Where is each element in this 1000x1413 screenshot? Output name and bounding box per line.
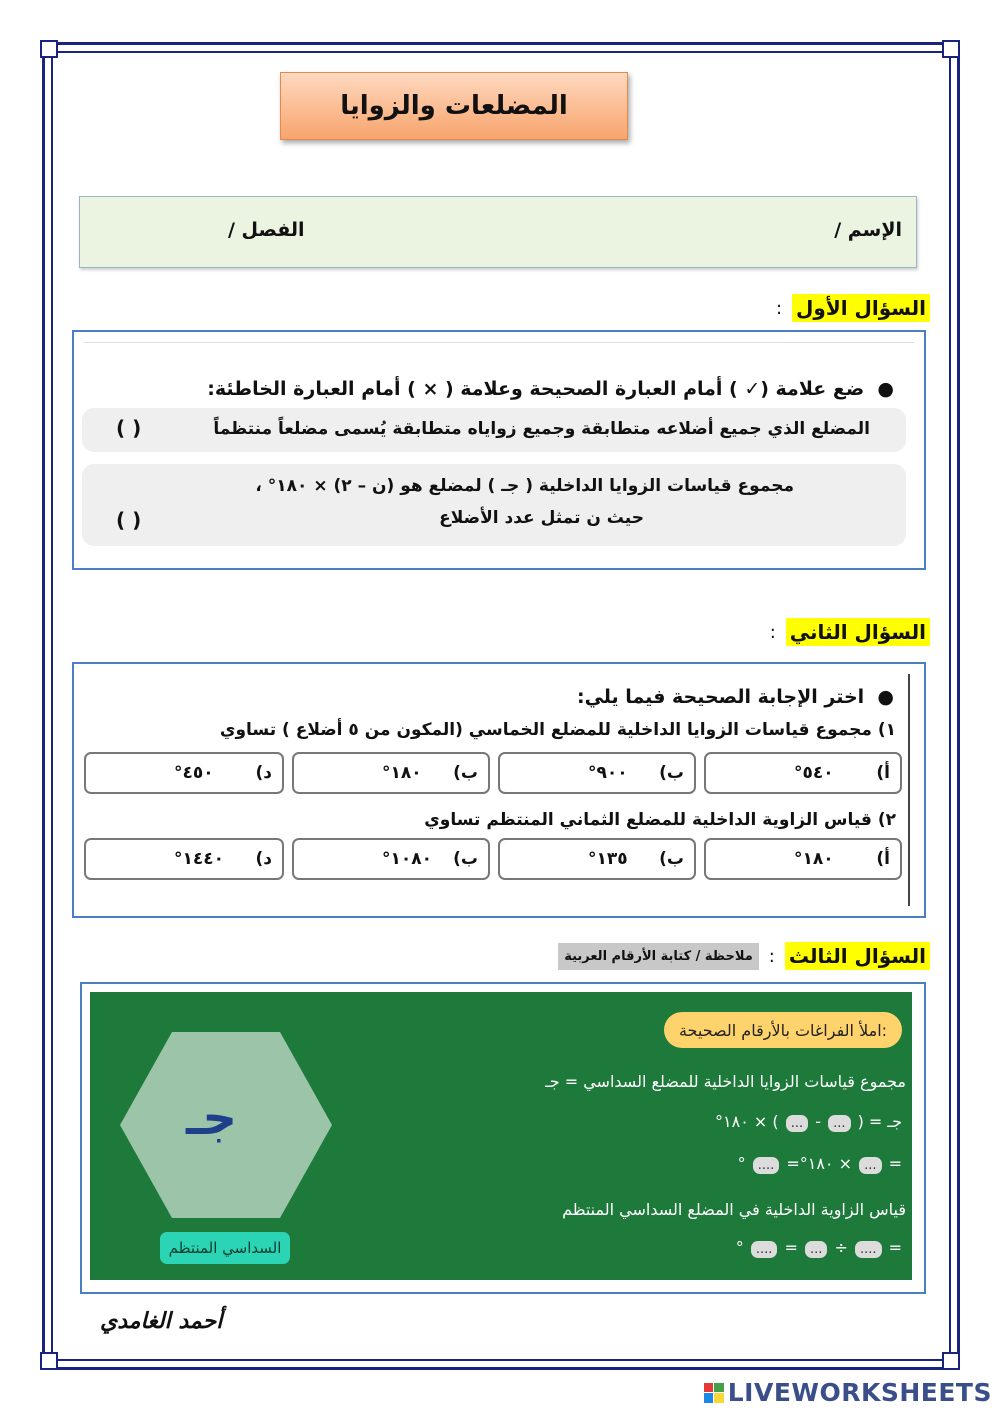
corner-ornament [942,1352,960,1370]
choice-letter: د) [255,763,272,783]
corner-ornament [40,1352,58,1370]
question-2-title: السؤال الثاني [786,618,930,646]
fill-slot[interactable]: .... [751,1241,778,1258]
question-3-colon: : [768,945,775,967]
watermark [704,1378,992,1407]
fill-slot[interactable]: ... [805,1241,827,1258]
answer-blank[interactable]: ( ) [116,508,142,532]
question-3-note: ملاحظة / كتابة الأرقام العربية [558,943,759,970]
fill-slot[interactable]: .... [753,1157,780,1174]
statement-text: مجموع قياسات الزوايا الداخلية ( جـ ) لمضلع هو (ن – ٢) × ١٨٠° ، [255,476,794,496]
choice-value: ٤٥٠° [174,763,214,783]
question-2-instruction [577,686,894,708]
board-line-5 [736,1238,902,1258]
question-1-heading [776,292,930,324]
equation-text: ° [737,1154,746,1173]
choice-letter: أ) [876,849,890,869]
mcq-question-1: ١) مجموع قياسات الزوايا الداخلية للمضلع الخماسي (المكون من ٥ أضلاع ) تساوي [219,720,896,740]
choice-value: ٩٠٠° [588,763,628,783]
choice-value: ١٤٤٠° [174,849,225,869]
equation-text: = [888,1238,902,1257]
fill-slot[interactable]: .... [855,1241,882,1258]
divider [908,674,910,906]
equation-text: × ١٨٠°= [786,1154,852,1173]
equation-text: ÷ [834,1238,848,1257]
choice-c[interactable] [292,752,490,794]
board-line-2 [715,1112,902,1132]
liveworksheets-logo-icon [704,1383,724,1403]
choice-value: ١٨٠° [382,763,422,783]
choice-value: ١٣٥° [588,849,628,869]
choice-value: ١٠٨٠° [382,849,433,869]
choice-letter: ب) [453,763,478,783]
instruction-text: اختر الإجابة الصحيحة فيما يلي: [576,686,865,708]
watermark-text: LIVEWORKSHEETS [727,1378,992,1407]
question-3-title: السؤال الثالث [785,942,930,970]
choice-a[interactable] [704,838,902,880]
equation-text: = [784,1238,798,1257]
bullet: ● [864,686,894,708]
student-info-box [79,196,917,268]
choice-b[interactable] [498,752,696,794]
choice-letter: ب) [659,763,684,783]
instruction-text: ضع علامة (✓ ) أمام العبارة الصحيحة وعلامة ( × ) أمام العبارة الخاطئة: [207,378,865,400]
choice-value: ١٨٠° [794,849,834,869]
mcq-question-2: ٢) قياس الزاوية الداخلية للمضلع الثماني المنتظم تساوي [424,810,896,830]
question-1-colon: : [775,297,783,319]
answer-blank[interactable]: ( ) [116,416,142,440]
worksheet-title [280,72,628,140]
divider [84,342,914,343]
fill-slot[interactable]: ... [859,1157,881,1174]
choice-c[interactable] [292,838,490,880]
board-instruction-pill: املأ الفراغات بالأرقام الصحيحة: [664,1012,902,1048]
choice-letter: ب) [453,849,478,869]
fill-slot[interactable]: ... [786,1115,808,1132]
hexagon-letter: جـ [186,1090,237,1146]
question-1-title: السؤال الأول [792,294,930,322]
statement-text: المضلع الذي جميع أضلاعه متطابقة وجميع زواياه متطابقة يُسمى مضلعاً منتظماً [213,419,870,439]
choice-a[interactable] [704,752,902,794]
equation-text: جـ = ( [857,1112,902,1131]
choice-d[interactable] [84,838,284,880]
fill-slot[interactable]: ... [828,1115,850,1132]
equation-text: ° [735,1238,744,1257]
question-3-heading [558,940,930,972]
board-line-3 [738,1154,902,1174]
name-label: الإسم / [834,219,902,241]
choice-value: ٥٤٠° [794,763,834,783]
choice-d[interactable] [84,752,284,794]
worksheet-title-text: المضلعات والزوايا [340,91,568,121]
question-1-box [72,330,926,570]
equation-text: = [888,1154,902,1173]
choice-letter: ب) [659,849,684,869]
equation-text: - [815,1112,821,1131]
author-signature: أحمد الغامدي [100,1308,223,1334]
question-1-instruction [207,378,894,400]
choice-letter: أ) [876,763,890,783]
choice-letter: د) [255,849,272,869]
corner-ornament [942,40,960,58]
board-line-1: مجموع قياسات الزوايا الداخلية للمضلع السداسي = جـ [545,1072,906,1091]
equation-text: ) × ١٨٠° [715,1112,779,1131]
class-label: الفصل / [228,219,305,241]
bullet: ● [864,378,894,400]
statement-row [82,464,906,546]
question-2-heading [770,616,930,648]
hexagon-label: السداسي المنتظم [160,1232,290,1264]
chalkboard [90,992,912,1280]
statement-text-continued: حيث ن تمثل عدد الأضلاع [439,508,644,528]
question-2-box [72,662,926,918]
question-2-colon: : [769,621,776,643]
statement-row [82,408,906,452]
board-line-4: قياس الزاوية الداخلية في المضلع السداسي المنتظم [562,1200,906,1219]
corner-ornament [40,40,58,58]
choice-b[interactable] [498,838,696,880]
